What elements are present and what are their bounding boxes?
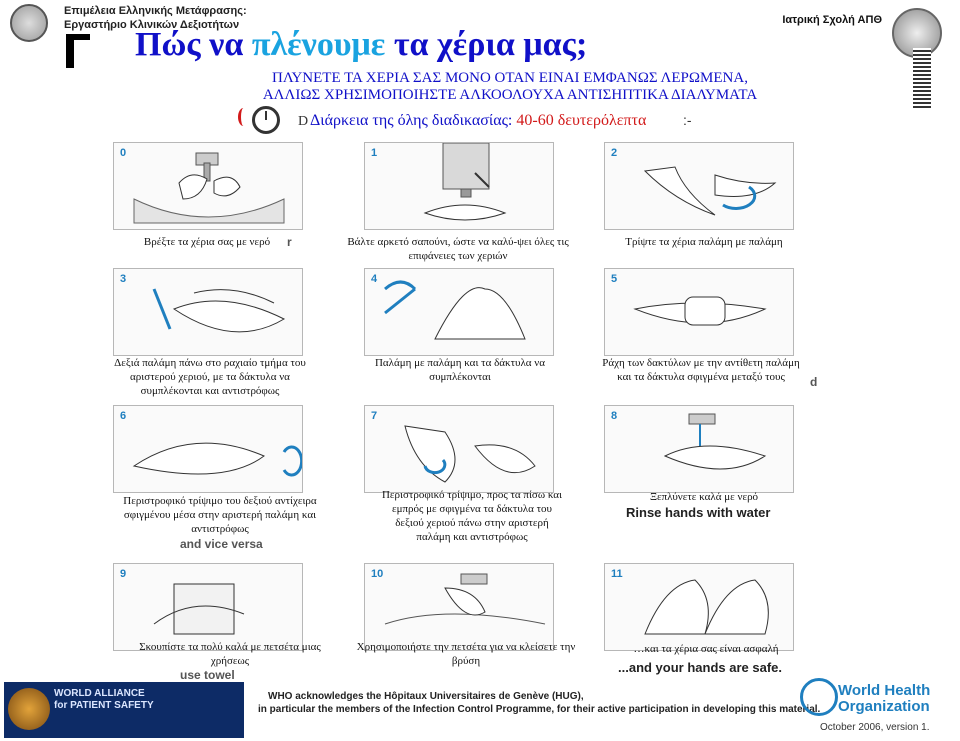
step-6-residue: and vice versa bbox=[180, 537, 263, 551]
university-seal-icon bbox=[10, 4, 48, 42]
step-9-caption: Σκουπίστε τα πολύ καλά με πετσέτα μιας χρήσεως bbox=[139, 641, 321, 667]
backs-of-fingers-icon bbox=[605, 269, 793, 355]
step-number: 10 bbox=[371, 568, 384, 580]
interlaced-fingers-icon bbox=[365, 269, 553, 355]
ack-line-2: in particular the members of the Infection Control Programme, for their active participation in developing this material. bbox=[258, 704, 821, 715]
step-11-residue: ...and your hands are safe. bbox=[618, 660, 782, 675]
step-8-caption: Ξεπλύνετε καλά με νερό bbox=[649, 491, 759, 503]
ack-line-1: WHO acknowledges the Hôpitaux Universitaires de Genève (HUG), bbox=[268, 691, 584, 702]
credit-line-1: Επιμέλεια Ελληνικής Μετάφρασης: bbox=[64, 5, 247, 17]
step-number: 3 bbox=[120, 273, 127, 285]
credit-line-2: Εργαστήριο Κλινικών Δεξιοτήτων bbox=[64, 19, 240, 31]
acknowledgement bbox=[258, 690, 858, 716]
warning-line-2: ΑΛΛΙΩΣ ΧΡΗΣΙΜΟΠΟΙΗΣΤΕ ΑΛΚΟΟΛΟΥΧΑ ΑΝΤΙΣΗΠΤΙΚΑ ΔΙΑΛΥΜΑΤΑ bbox=[262, 87, 758, 103]
step-6-caption: Περιστροφικό τρίψιμο του δεξιού αντίχειρα σφιγμένου μέσα στην αριστερή παλάμη και αντιστρόφως bbox=[123, 495, 317, 535]
duration-residue-right: :- bbox=[683, 112, 692, 128]
thumb-rotation-icon bbox=[114, 406, 302, 492]
palm-to-palm-icon bbox=[605, 143, 793, 229]
step-7-illustration bbox=[364, 405, 554, 493]
who-name-line-2: Organization bbox=[838, 698, 930, 715]
alliance-line-1: WORLD ALLIANCE bbox=[54, 688, 145, 699]
rinse-icon bbox=[605, 406, 793, 492]
clock-icon bbox=[238, 106, 298, 132]
step-9-illustration bbox=[113, 563, 303, 651]
step-10-illustration bbox=[364, 563, 554, 651]
version-date: October 2006, version 1. bbox=[820, 722, 930, 733]
close-tap-icon bbox=[365, 564, 553, 650]
step-number: 1 bbox=[371, 147, 378, 159]
who-logo bbox=[800, 678, 956, 738]
title-part-2: τα χέρια μας; bbox=[385, 26, 588, 63]
step-number: 11 bbox=[611, 568, 623, 580]
step-number: 2 bbox=[611, 147, 618, 159]
title-part-1: Πώς να bbox=[135, 26, 252, 63]
duration-label: Διάρκεια της όλης διαδικασίας: bbox=[310, 112, 517, 129]
step-number: 9 bbox=[120, 568, 127, 580]
step-0-illustration bbox=[113, 142, 303, 230]
step-number: 6 bbox=[120, 410, 127, 422]
world-alliance-logo bbox=[4, 682, 244, 738]
dry-hands-towel-icon bbox=[114, 564, 302, 650]
who-name-line-1: World Health bbox=[838, 682, 931, 699]
warning-notice bbox=[190, 70, 830, 104]
step-number: 0 bbox=[120, 147, 127, 159]
page-title bbox=[135, 26, 587, 64]
step-11-caption: …και τα χέρια σας είναι ασφαλή bbox=[633, 643, 779, 655]
wet-hands-icon bbox=[114, 143, 302, 229]
medical-school-label: Ιατρική Σχολή ΑΠΘ bbox=[782, 14, 882, 26]
step-4-caption: Παλάμη με παλάμη και τα δάκτυλα να συμπλέκονται bbox=[374, 357, 546, 383]
corner-mark-icon bbox=[66, 34, 90, 68]
safe-hands-icon bbox=[605, 564, 793, 650]
fingertips-rotation-icon bbox=[365, 406, 553, 492]
step-10-caption: Χρησιμοποιήστε την πετσέτα για να κλείσετε την βρύση bbox=[356, 641, 576, 667]
step-number: 8 bbox=[611, 410, 618, 422]
step-2-illustration bbox=[604, 142, 794, 230]
step-9-residue: use towel bbox=[180, 668, 235, 682]
step-number: 5 bbox=[611, 273, 618, 285]
step-2-caption: Τρίψτε τα χέρια παλάμη με παλάμη bbox=[625, 236, 783, 248]
step-3-illustration bbox=[113, 268, 303, 356]
step-6-illustration bbox=[113, 405, 303, 493]
title-emphasis: πλένουμε bbox=[251, 26, 386, 63]
duration bbox=[310, 112, 646, 130]
step-5-caption: Ράχη των δακτύλων με την αντίθετη παλάμη και τα δάκτυλα σφιγμένα μεταξύ τους bbox=[602, 357, 800, 383]
step-0-residue: r bbox=[287, 235, 292, 249]
step-11-illustration bbox=[604, 563, 794, 651]
globe-icon bbox=[8, 688, 50, 730]
step-number: 7 bbox=[371, 410, 378, 422]
step-8-residue: Rinse hands with water bbox=[626, 505, 771, 520]
step-0-caption: Βρέξτε τα χέρια σας με νερό bbox=[143, 236, 271, 248]
step-7-caption: Περιστροφικό τρίψιμο, προς τα πίσω και εμπρός με σφιγμένα τα δάκτυλα του δεξιού χεριού πάνω στην αριστερή παλάμη και αντιστρόφως bbox=[381, 489, 562, 543]
back-of-hand-icon bbox=[114, 269, 302, 355]
step-8-illustration bbox=[604, 405, 794, 493]
alliance-line-2: for PATIENT SAFETY bbox=[54, 700, 154, 711]
step-4-illustration bbox=[364, 268, 554, 356]
step-5-residue: d bbox=[810, 375, 818, 389]
step-number: 4 bbox=[371, 273, 378, 285]
step-3-caption: Δεξιά παλάμη πάνω στο ραχιαίο τμήμα του αριστερού χεριού, με τα δάκτυλα να συμπλέκονται και αντιστρόφως bbox=[114, 357, 306, 397]
warning-line-1: ΠΛΥΝΕΤΕ ΤΑ ΧΕΡΙΑ ΣΑΣ ΜΟΝΟ ΟΤΑΝ ΕΙΝΑΙ ΕΜΦΑΝΩΣ ΛΕΡΩΜΕΝΑ, bbox=[272, 70, 748, 86]
barcode-icon bbox=[913, 48, 931, 108]
step-5-illustration bbox=[604, 268, 794, 356]
step-1-caption: Βάλτε αρκετό σαπούνι, ώστε να καλύ-ψει όλες τις επιφάνειες των χεριών bbox=[347, 236, 569, 262]
step-1-illustration bbox=[364, 142, 554, 230]
duration-value: 40-60 δευτερόλεπτα bbox=[516, 112, 647, 129]
who-emblem-icon bbox=[800, 678, 838, 716]
duration-residue-left: D bbox=[298, 114, 309, 129]
soap-dispenser-icon bbox=[365, 143, 553, 229]
